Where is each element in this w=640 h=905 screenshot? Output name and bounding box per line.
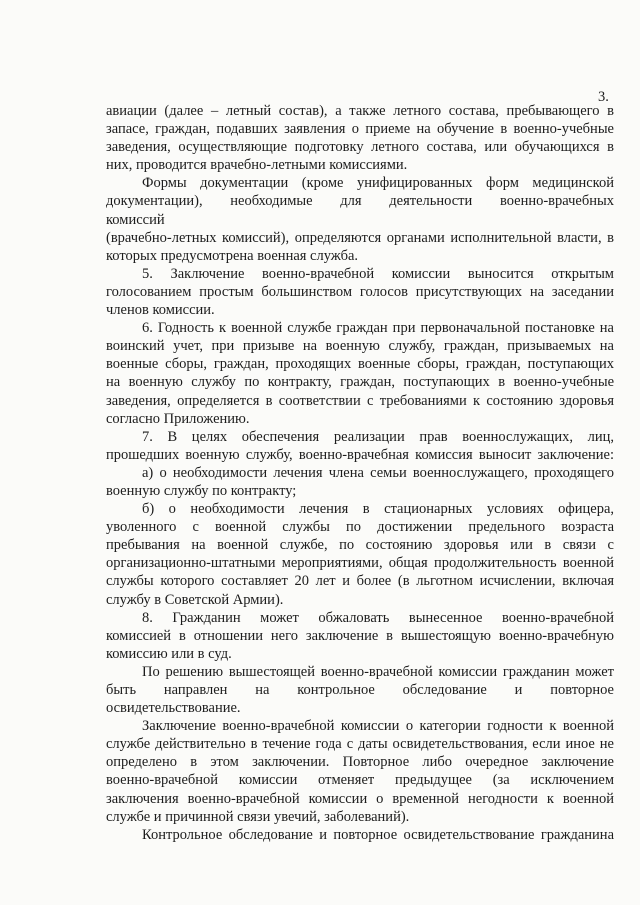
text-line: службе и причинной связи увечий, заболеваний).	[106, 808, 410, 825]
text-line: Формы документации (кроме унифицированных форм медицинской	[142, 175, 614, 192]
text-line: а) о необходимости лечения члена семьи военнослужащего, проходящего	[142, 464, 614, 481]
text-line: освидетельствование.	[106, 700, 241, 717]
text-line: Контрольное обследование и повторное освидетельствование гражданина	[142, 826, 614, 843]
text-line: 8. Гражданин может обжаловать вынесенное военно-врачебной	[142, 609, 614, 626]
text-line: организационно-штатными мероприятиями, общая продолжительность военной	[106, 555, 614, 572]
text-line: заведения, осуществляющие подготовку летного состава, или обучающихся в	[106, 139, 614, 156]
text-line: военные сборы, граждан, проходящих военные сборы, граждан, поступающих	[106, 356, 614, 373]
text-line: комиссию или в суд.	[106, 645, 232, 662]
text-line: согласно Приложению.	[106, 410, 250, 427]
text-line: документации), необходимые для деятельности военно-врачебных	[106, 193, 614, 210]
text-line: службе действительно в течение года с даты освидетельствования, если иное не	[106, 736, 614, 753]
text-line: голосованием простым большинством голосов присутствующих на заседании	[106, 283, 614, 300]
document-body	[106, 102, 614, 844]
text-line: По решению вышестоящей военно-врачебной комиссии гражданин может	[142, 663, 614, 680]
text-line: комиссией в отношении него заключение в вышестоящую военно-врачебную	[106, 627, 614, 644]
text-line: комиссий	[106, 211, 165, 228]
text-line: уволенного с военной службы по достижении предельного возраста	[106, 519, 614, 536]
text-line: которых предусмотрена военная служба.	[106, 247, 359, 264]
text-line: них, проводится врачебно-летными комиссиями.	[106, 157, 408, 174]
text-line: военную службу по контракту;	[106, 482, 297, 499]
text-line: на военную службу по контракту, граждан, поступающих в военно-учебные	[106, 374, 614, 391]
text-line: (врачебно-летных комиссий), определяются органами исполнительной власти, в	[106, 229, 614, 246]
text-line: 5. Заключение военно-врачебной комиссии выносится открытым	[142, 265, 614, 282]
text-line: 6. Годность к военной службе граждан при первоначальной постановке на	[142, 320, 614, 337]
text-line: прошедших военную службу, военно-врачебная комиссия выносит заключение:	[106, 446, 614, 463]
text-line: 7. В целях обеспечения реализации прав военнослужащих, лиц,	[142, 428, 614, 445]
text-line: пребывания на военной службе, по состоянию здоровья или в связи с	[106, 537, 614, 554]
text-line: заключения военно-врачебной комиссии о временной негодности к военной	[106, 790, 614, 807]
text-line: военно-врачебной комиссии отменяет предыдущее (за исключением	[106, 772, 614, 789]
text-line: авиации (далее – летный состав), а также летного состава, пребывающего в	[106, 103, 614, 119]
text-line: службы которого составляет 20 лет и более (в льготном исчислении, включая	[106, 573, 614, 590]
text-line: воинский учет, при призыве на военную службу, граждан, призываемых на	[106, 338, 614, 355]
text-line: запасе, граждан, подавших заявления о приеме на обучение в военно-учебные	[106, 121, 614, 138]
text-line: определено в этом заключении. Повторное либо очередное заключение	[106, 754, 614, 771]
page-number: 3.	[598, 89, 609, 105]
text-line: б) о необходимости лечения в стационарных условиях офицера,	[142, 501, 614, 518]
text-line: быть направлен на контрольное обследование и повторное	[106, 682, 614, 698]
text-line: службу в Советской Армии).	[106, 591, 284, 608]
text-line: членов комиссии.	[106, 302, 215, 319]
text-line: заведения, определяется в соответствии с требованиями к состоянию здоровья	[106, 392, 614, 409]
text-line: Заключение военно-врачебной комиссии о категории годности к военной	[142, 718, 614, 735]
